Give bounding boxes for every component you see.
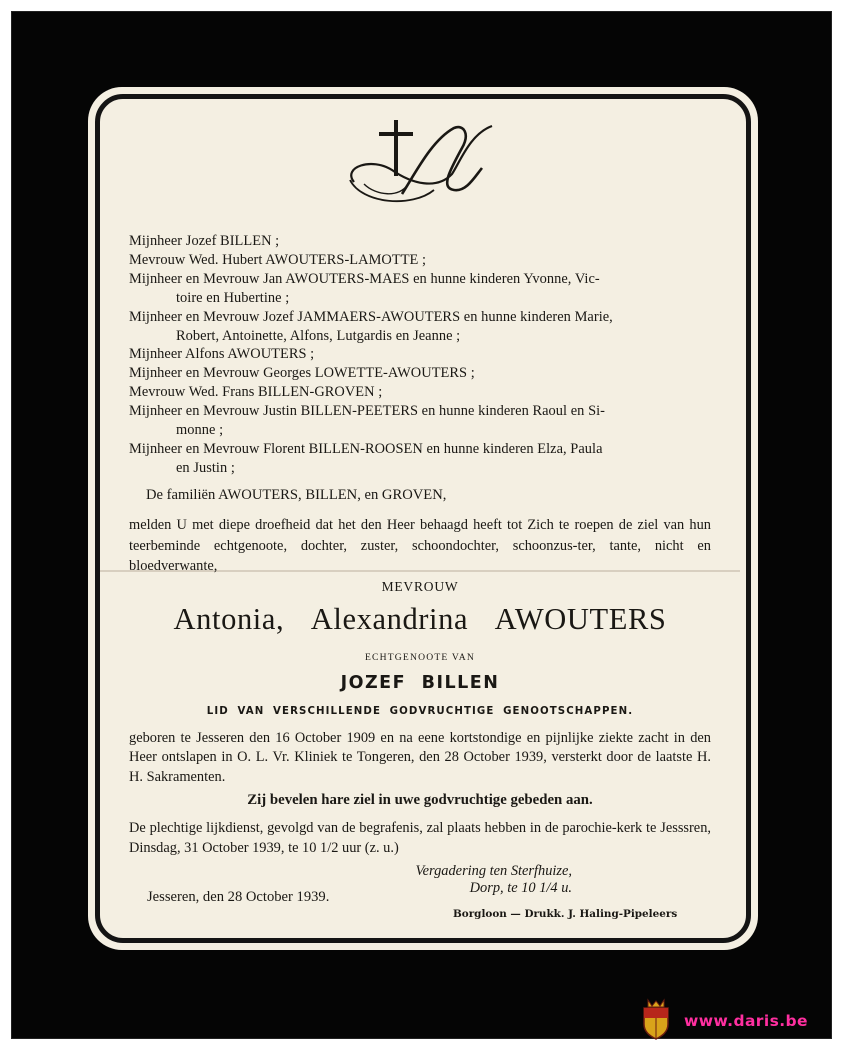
website-link[interactable]: www.daris.be xyxy=(684,1012,808,1030)
family-entry-text: Mijnheer en Mevrouw Georges LOWETTE-AWOUTERS ; xyxy=(129,365,475,382)
membership-text: LID VAN VERSCHILLENDE GODVRUCHTIGE GENOOTSCHAPPEN. xyxy=(206,706,634,717)
family-entry-continuation: Robert, Antoinette, Alfons, Lutgardis en Jeanne ; xyxy=(176,327,461,344)
family-entry-text: Mijnheer Jozef BILLEN ; xyxy=(129,233,280,249)
family-entry xyxy=(129,364,711,383)
family-entry-text: Mijnheer en Mevrouw Jan AWOUTERS-MAES en hunne kinderen Yvonne, Vic- xyxy=(129,270,600,287)
cross-monogram-icon xyxy=(342,112,502,212)
title-prefix: MEVROUW xyxy=(381,579,459,594)
family-entry xyxy=(129,383,711,402)
family-entry xyxy=(129,308,711,346)
family-entry-continuation: monne ; xyxy=(176,422,224,439)
family-entry-text: Mevrouw Wed. Hubert AWOUTERS-LAMOTTE ; xyxy=(129,251,427,268)
life-details: geboren te Jesseren den 16 October 1909 en na eene kortstondige en pijnlijke ziekte zacht in den Heer ontslapen in O. L. Vr. Kliniek te Tongeren, den 28 October 1939, versterkt door de laatste H. H. Sakramenten. xyxy=(129,730,711,785)
family-entry xyxy=(129,402,711,440)
deceased-name: Antonia, Alexandrina AWOUTERS xyxy=(173,602,667,636)
funeral-details: De plechtige lijkdienst, gevolgd van de begrafenis, zal plaats hebben in de parochie-kerk te Jesssren, Dinsdag, 31 October 1939, te 10 1/2 uur (z. u.) xyxy=(129,820,711,856)
family-entry-text: Mevrouw Wed. Frans BILLEN-GROVEN ; xyxy=(129,384,383,401)
spouse-name: JOZEF BILLEN xyxy=(340,673,500,693)
family-entry-continuation: en Justin ; xyxy=(176,459,235,476)
gathering-note: Vergadering ten Sterfhuize, Dorp, te 10 1/4 u. xyxy=(415,863,572,896)
family-entry-text: Mijnheer en Mevrouw Justin BILLEN-PEETERS en hunne kinderen Raoul en Si- xyxy=(129,403,606,420)
spouse-label: ECHTGENOOTE VAN xyxy=(364,652,476,663)
families-line: De familiën AWOUTERS, BILLEN, en GROVEN, xyxy=(146,487,447,503)
family-entry xyxy=(129,270,711,308)
coat-of-arms-logo xyxy=(640,998,672,1040)
family-entry-text: Mijnheer en Mevrouw Jozef JAMMAERS-AWOUTERS en hunne kinderen Marie, xyxy=(129,308,613,325)
printer-credit: Borgloon — Drukk. J. Haling-Pipeleers xyxy=(453,908,678,920)
family-entry xyxy=(129,251,711,270)
place-date: Jesseren, den 28 October 1939. xyxy=(147,889,330,905)
family-entry-continuation: toire en Hubertine ; xyxy=(176,289,290,306)
family-entry-text: Mijnheer en Mevrouw Florent BILLEN-ROOSEN en hunne kinderen Elza, Paula xyxy=(129,440,603,457)
family-entry xyxy=(129,345,711,364)
family-entry xyxy=(129,232,711,251)
family-entry xyxy=(129,440,711,478)
family-entry-text: Mijnheer Alfons AWOUTERS ; xyxy=(129,346,315,363)
prayer-request: Zij bevelen hare ziel in uwe godvruchtige gebeden aan. xyxy=(247,792,593,808)
family-list xyxy=(129,232,711,478)
announcement-text: melden U met diepe droefheid dat het den Heer behaagd heeft tot Zich te roepen de ziel van hun teerbeminde echtgenoote, dochter, zuster, schoondochter, schoonzus-ter, tante, nicht en bloedverwante, xyxy=(129,517,711,574)
